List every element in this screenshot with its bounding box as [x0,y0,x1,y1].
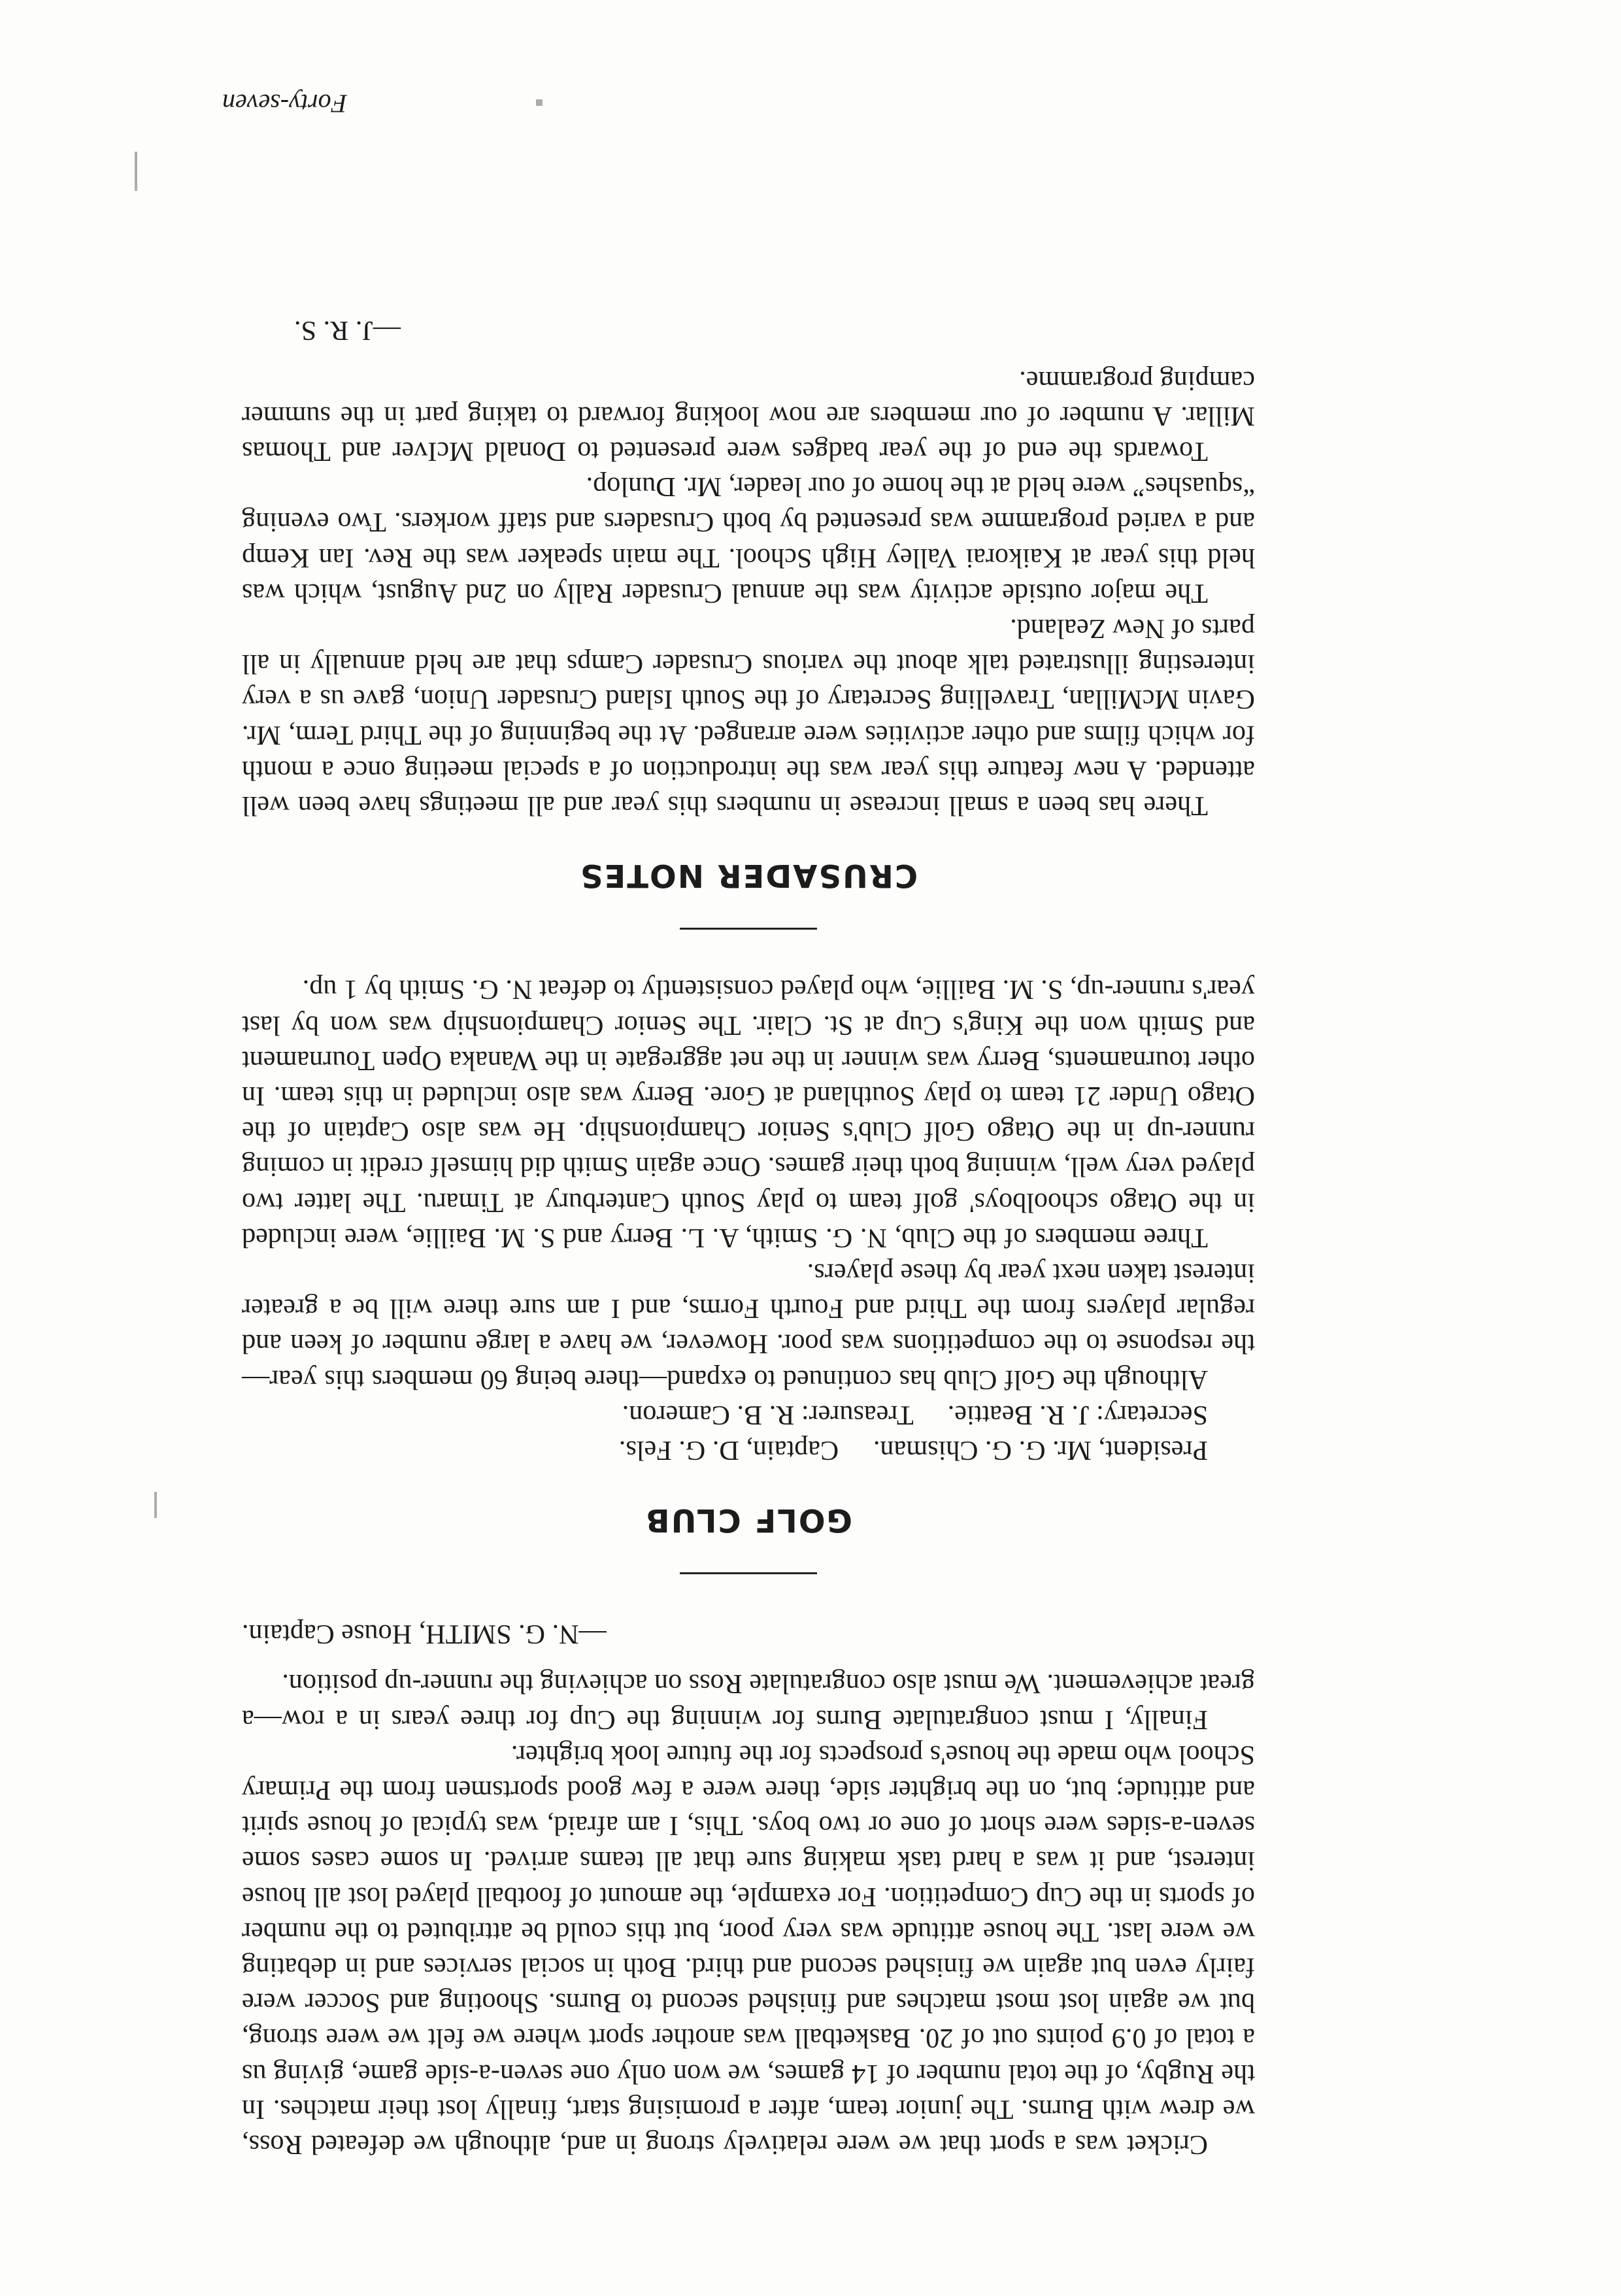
text-column [242,312,1255,2162]
crusader-paragraph: The major outside activity was the annual Crusader Rally on 2nd August, which was held this year at Kaikorai Valley High School. The main speaker was the Rev. Ian Kemp and a varied programme was presented by both Crusaders and staff workers. Two evening “squashes” were held at the home of our leader, Mr. Dunlop. [242,471,1255,609]
crusader-signature: —J. R. S. [294,315,401,346]
crusader-paragraph: Towards the end of the year badges were presented to Donald McIver and Thomas Millar. A number of our members are now looking forward to taking part in the summer camping programme. [242,365,1255,467]
golf-club-heading: GOLF CLUB [644,1501,852,1538]
house-captain-signature: —N. G. SMITH, House Captain. [242,1619,607,1650]
section-divider [680,1572,817,1574]
golf-officers-line: President, Mr. G. G. Chisman. Captain, D. G. Fels. [618,1434,1208,1466]
house-report-paragraph: Finally, I must congratulate Burns for winning the Cup for three years in a row—a great achievement. We must also congratulate Ross on achieving the runner-up position. [242,1668,1255,1735]
scan-mark [135,152,137,191]
golf-club-paragraph: Although the Golf Club has continued to expand—there being 60 members this year—the response to the competitions was poor. However, we have a large number of keen and regular players from the Third and Fourth Forms, and I am sure there will be a greater interest taken next year by these players. [242,1257,1255,1395]
golf-officers-line: Secretary: J. R. Beattie. Treasurer: R. B. Cameron. [622,1399,1208,1430]
house-report-section [242,1616,1255,2162]
golf-club-section [242,971,1255,1540]
scan-mark [154,1492,157,1518]
crusader-paragraph: There has been a small increase in numbers this year and all meetings have been well attended. A new feature this year was the introduction of a special meeting once a month for which films and other activities were arranged. At the beginning of the Third Term, Mr. Gavin McMillan, Travelling Secretary of the South Island Crusader Union, gave us a very interesting illustrated talk about the various Crusader Camps that are held annually in all parts of New Zealand. [242,613,1255,822]
scan-mark [536,99,543,106]
section-divider [680,928,817,930]
crusader-notes-heading: CRUSADER NOTES [578,857,918,894]
house-report-paragraph: Cricket was a sport that we were relatively strong in and, although we defeated Ross, we drew with Burns. The junior team, after a promising start, finally lost their matches. In the Rugby, of the total number of 14 games, we won only one seven-a-side game, giving us a total of 0.9 points out of 20. Basketball was another sport where we felt we were strong, but we again lost most matches and finished second to Burns. Shooting and Soccer were fairly even but again we finished second and third. Both in social services and in debating we were last. The house attitude was very poor, but this could be attributed to the number of sports in the Cup Competition. For example, the amount of football played lost all house interest, and it was a hard task making sure that all teams arrived. In some cases some seven-a-sides were short of one or two boys. This, I am afraid, was typical of house spirit and attitude; but, on the brighter side, there were a few good sportsmen from the Primary School who made the house's prospects for the future look brighter. [242,1739,1255,2160]
golf-club-paragraph: Three members of the Club, N. G. Smith, A. L. Berry and S. M. Baillie, were included in the Otago schoolboys' golf team to play South Canterbury at Timaru. The latter two played very well, winning both their games. Once again Smith did himself credit in coming runner-up in the Otago Golf Club's Senior Championship. He was also Captain of the Otago Under 21 team to play Southland at Gore. Berry was also included in this team. In other tournaments, Berry was winner in the net aggregate in the Wanaka Open Tournament and Smith won the King's Cup at St. Clair. The Senior Championship was won by last year's runner-up, S. M. Baillie, who played consistently to defeat N. G. Smith by 1 up. [242,974,1255,1253]
crusader-notes-section [242,312,1255,895]
page-number: Forty-seven [222,89,348,118]
